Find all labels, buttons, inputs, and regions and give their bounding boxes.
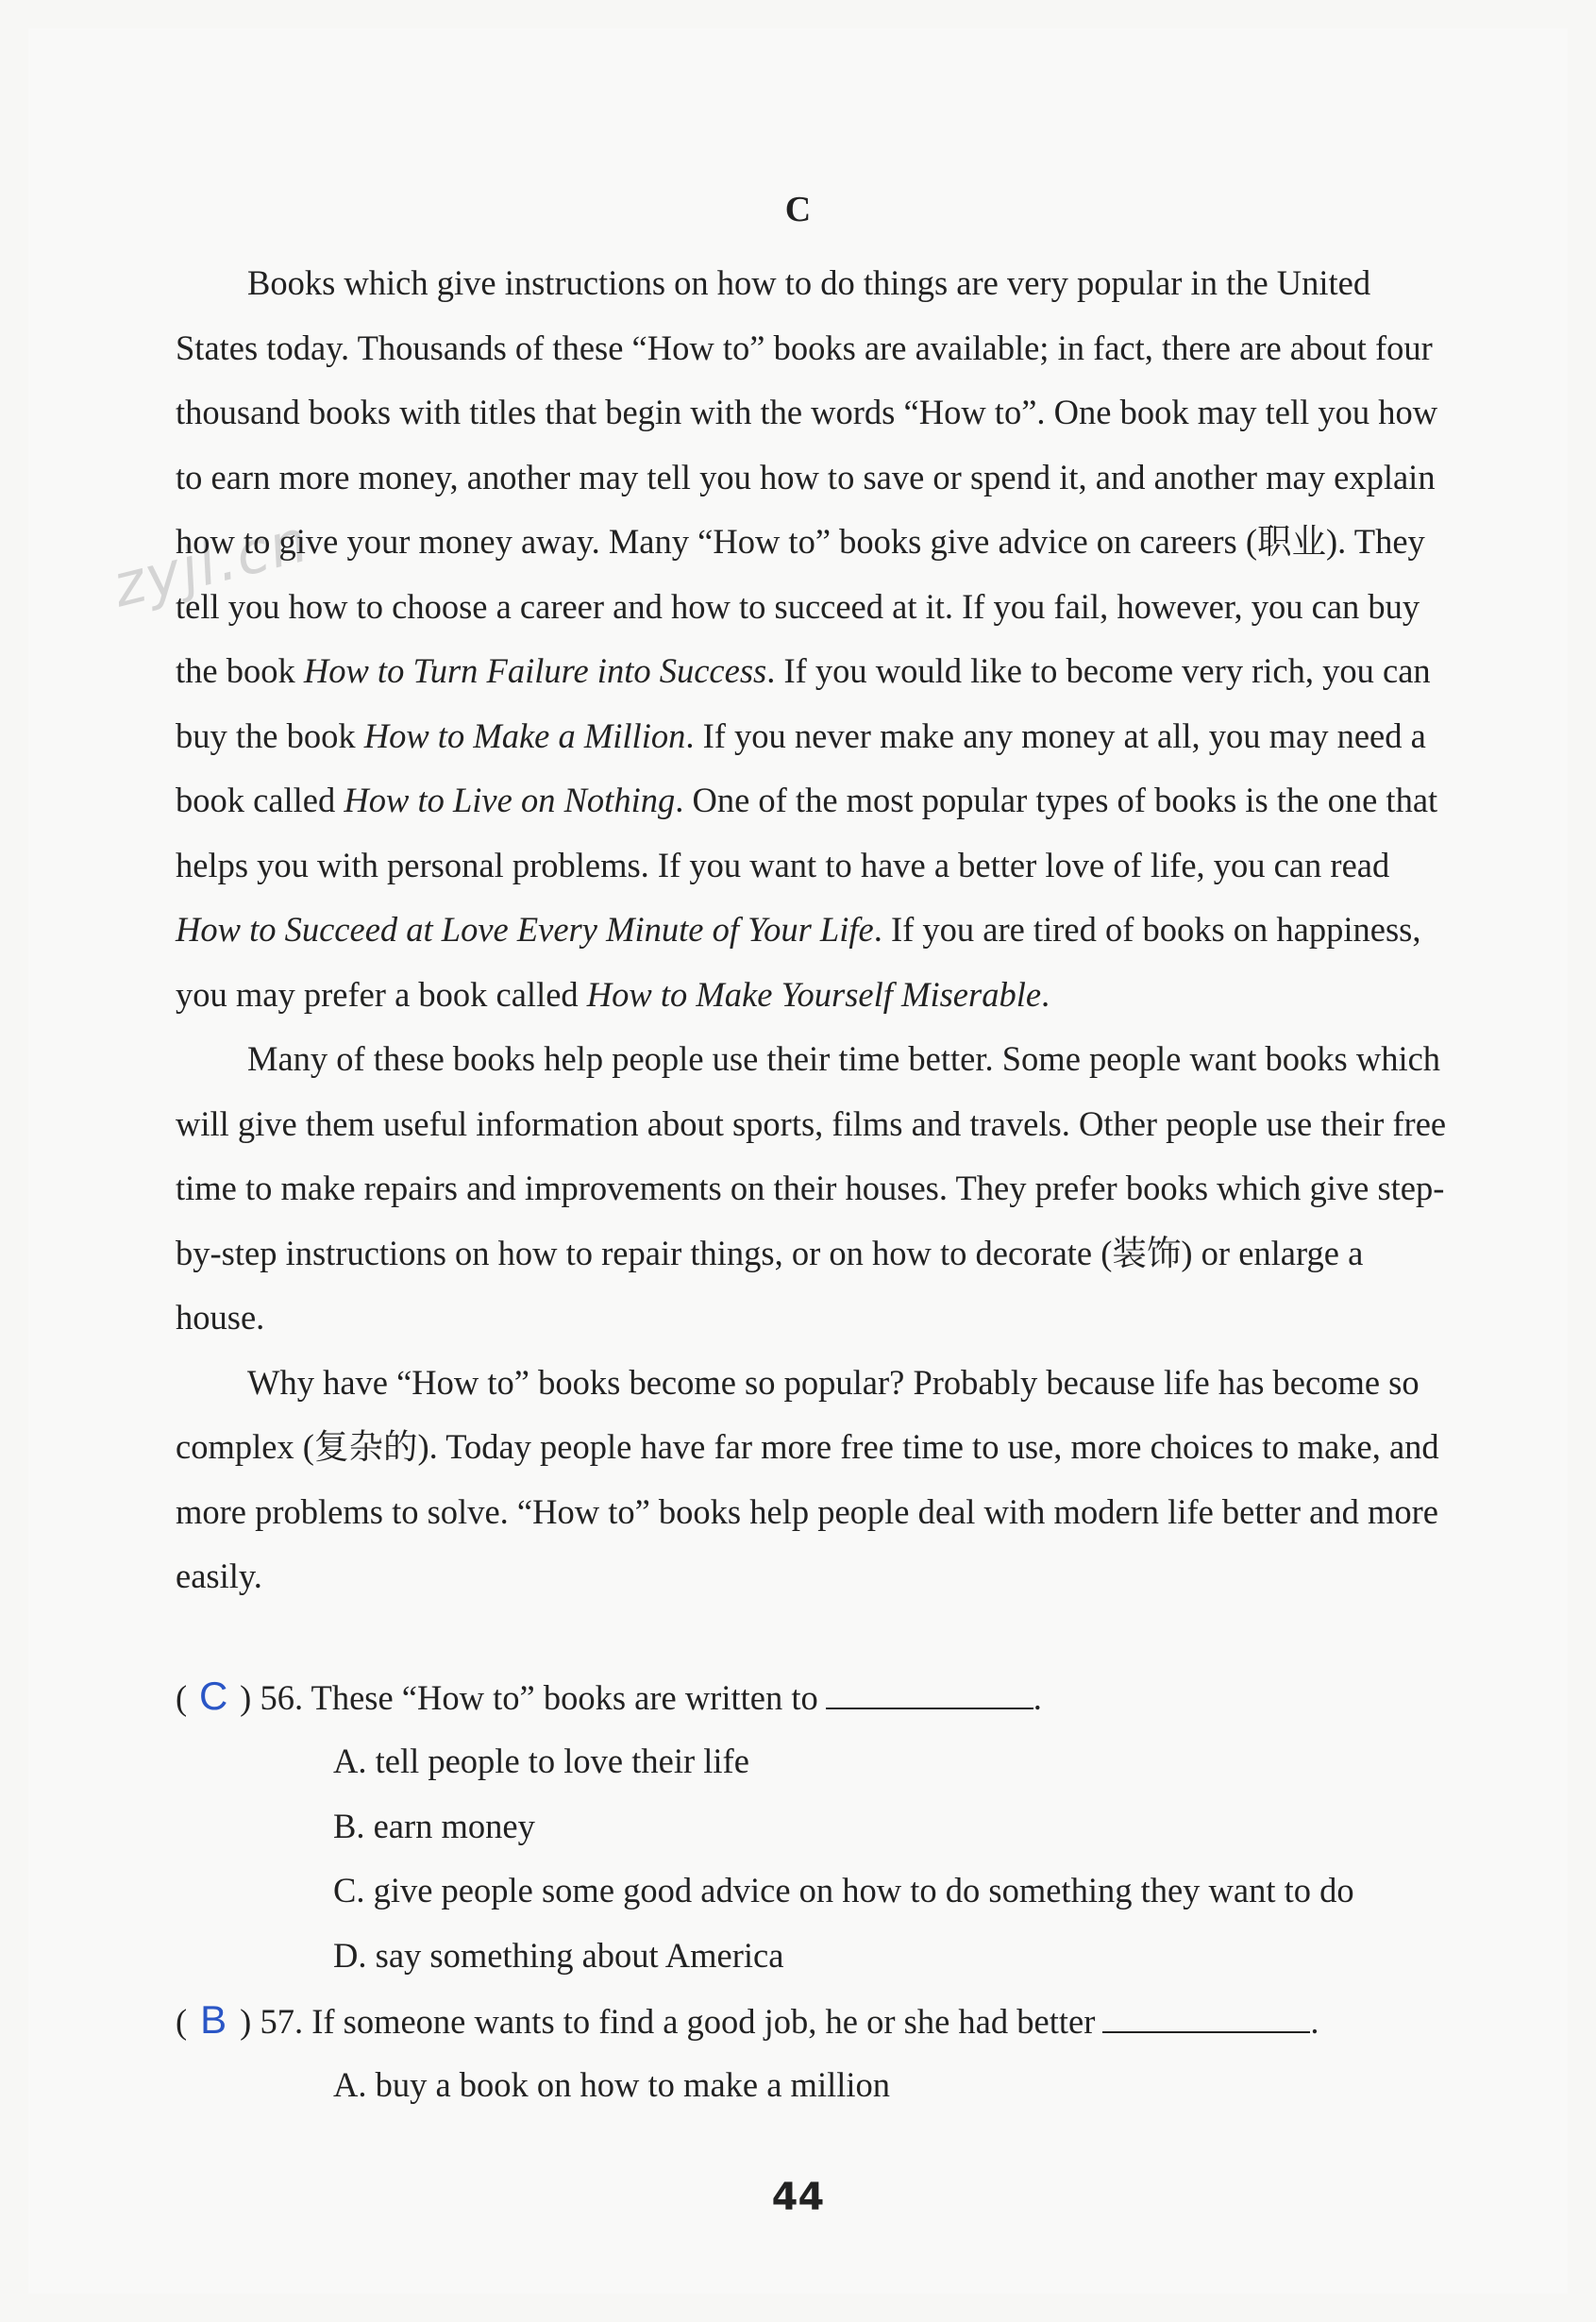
- page-number: 44: [771, 2176, 825, 2219]
- answer-mark: C: [198, 1674, 228, 1718]
- book-title: How to Live on Nothing: [344, 781, 676, 819]
- section-title: C: [784, 190, 812, 229]
- answer-blank: [1102, 2030, 1310, 2033]
- book-title: How to Turn Failure into Success: [303, 651, 767, 690]
- book-title: How to Succeed at Love Every Minute of Your Life: [176, 910, 874, 949]
- option-d: D. say something about America: [333, 1936, 784, 1975]
- paragraph-2: Many of these books help people use their time better. Some people want books which will give them useful information about sports, films and travels. Other people use their free time to make repairs and improvements on their houses. They prefer books which give step-by-step instructions on how to repair things, or on how to decorate (装饰) or enlarge a house.: [176, 1039, 1447, 1337]
- book-title: How to Make a Million: [363, 715, 686, 755]
- paragraph-1: Books which give instructions on how to do things are very popular in the United States today. Thousands of these “How to” books are available; in fact, there are about four thousand books with titles that begin with the words “How to”. One book may tell you how to earn more money, another may tell you how to save or spend it, and another may explain how to give your money away. Many “How to” books give advice on careers (职业). They tell you how to choose a career and how to succeed at it. If you fail, however, you can buy the book How to Turn Failure into Success. If you would like to become very rich, you can buy the book How to Make a Million. If you never make any money at all, you may need a book called How to Live on Nothing. One of the most popular types of books is the one that helps you with personal problems. If you want to have a better love of life, you can read How to Succeed at Love Every Minute of Your Life. If you are tired of books on happiness, you may prefer a book called How to Make Yourself Miserable.: [176, 263, 1438, 1014]
- option-b: B. earn money: [333, 1807, 535, 1845]
- option-c: C. give people some good advice on how to do something they want to do: [333, 1871, 1354, 1910]
- option-a: A. tell people to love their life: [333, 1742, 749, 1780]
- question-stem: 57. If someone wants to find a good job, he or she had better: [260, 2002, 1096, 2041]
- reading-passage: [176, 251, 1459, 1609]
- question-stem: 56. These “How to” books are written to: [260, 1678, 818, 1717]
- question-56: ( C ) 56. These “How to” books are written to .: [176, 1664, 1042, 1731]
- question-57: ( B ) 57. If someone wants to find a good job, he or she had better .: [176, 1988, 1319, 2055]
- book-title: How to Make Yourself Miserable: [586, 974, 1042, 1014]
- answer-blank: [826, 1707, 1033, 1709]
- option-a: A. buy a book on how to make a million: [333, 2065, 891, 2104]
- answer-mark: B: [200, 1997, 227, 2042]
- watermark: zyjl.cn: [106, 505, 316, 621]
- paragraph-3: Why have “How to” books become so popular? Probably because life has become so complex (复杂的). Today people have far more free time to use, more choices to make, and more problems to solve. “How to” books help people deal with modern life better and more easily.: [176, 1362, 1439, 1595]
